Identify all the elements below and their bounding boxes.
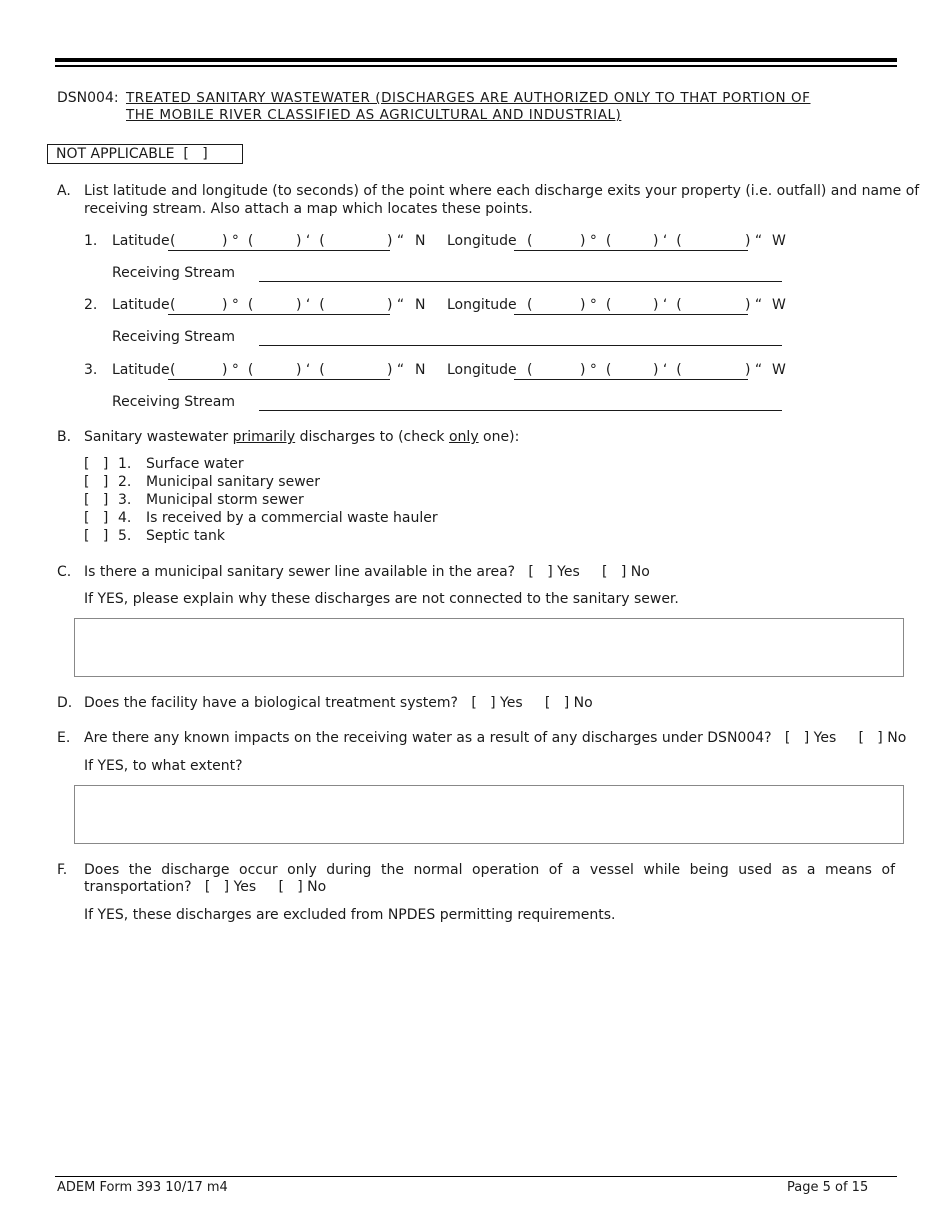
longitude-field[interactable]	[514, 362, 748, 380]
option-label: Surface water	[146, 456, 244, 472]
outfall-number: 1.	[84, 233, 98, 249]
option-label: Septic tank	[146, 528, 225, 544]
section-e-letter: E.	[57, 730, 71, 746]
lon-degrees-mark: ) ° (	[580, 297, 612, 313]
option-label: Municipal storm sewer	[146, 492, 304, 508]
lon-seconds-mark: ) “	[745, 297, 763, 313]
west-label: W	[772, 297, 786, 313]
lat-seconds-mark: ) “	[387, 297, 405, 313]
section-d-question: Does the facility have a biological treatment system? [ ] Yes [ ] No	[84, 695, 593, 711]
section-d-letter: D.	[57, 695, 73, 711]
receiving-stream-label: Receiving Stream	[112, 329, 235, 345]
footer-page-number: Page 5 of 15	[787, 1180, 869, 1195]
option-number: 1.	[118, 456, 132, 472]
footer-rule	[55, 1176, 897, 1177]
impact-extent-textarea[interactable]	[74, 785, 904, 844]
section-e-question: Are there any known impacts on the receiving water as a result of any discharges under DSN004? [ ] Yes [ ] No	[84, 730, 907, 746]
outfall-number: 2.	[84, 297, 98, 313]
latitude-field[interactable]	[168, 297, 390, 315]
west-label: W	[772, 233, 786, 249]
option-checkbox[interactable]: [ ]	[84, 474, 109, 490]
section-e-followup: If YES, to what extent?	[84, 758, 243, 774]
lon-open-paren: (	[527, 297, 533, 313]
section-b-letter: B.	[57, 429, 72, 445]
section-f-letter: F.	[57, 862, 68, 878]
section-a-text-line1: List latitude and longitude (to seconds) of the point where each discharge exits your property (i.e. outfall) and name of	[84, 183, 920, 199]
option-checkbox[interactable]: [ ]	[84, 492, 109, 508]
option-label: Municipal sanitary sewer	[146, 474, 321, 490]
top-rule-thin	[55, 65, 897, 67]
receiving-stream-field[interactable]	[259, 264, 782, 282]
footer-form-id: ADEM Form 393 10/17 m4	[57, 1180, 228, 1195]
section-title-line1: TREATED SANITARY WASTEWATER (DISCHARGES ARE AUTHORIZED ONLY TO THAT PORTION OF	[126, 90, 811, 106]
dsn-number: DSN004:	[57, 90, 119, 106]
lon-seconds-mark: ) “	[745, 233, 763, 249]
option-checkbox[interactable]: [ ]	[84, 510, 109, 526]
outfall-number: 3.	[84, 362, 98, 378]
section-f-followup: If YES, these discharges are excluded from NPDES permitting requirements.	[84, 907, 616, 923]
lat-degrees-mark: ) ° (	[222, 233, 254, 249]
lat-seconds-mark: ) “	[387, 233, 405, 249]
section-b-text: Sanitary wastewater primarily discharges to (check only one):	[84, 429, 520, 445]
north-label: N	[415, 362, 426, 378]
latitude-field[interactable]	[168, 233, 390, 251]
lon-minutes-mark: ) ‘ (	[653, 362, 682, 378]
top-rule-thick	[55, 58, 897, 62]
lat-minutes-mark: ) ‘ (	[296, 297, 325, 313]
north-label: N	[415, 233, 426, 249]
lon-open-paren: (	[527, 362, 533, 378]
section-c-followup: If YES, please explain why these discharges are not connected to the sanitary sewer.	[84, 591, 679, 607]
longitude-field[interactable]	[514, 233, 748, 251]
option-number: 2.	[118, 474, 132, 490]
lon-degrees-mark: ) ° (	[580, 362, 612, 378]
section-f-question-line1: Does the discharge occur only during the normal operation of a vessel while being used as a means of	[84, 862, 895, 878]
option-checkbox[interactable]: [ ]	[84, 528, 109, 544]
lon-minutes-mark: ) ‘ (	[653, 233, 682, 249]
receiving-stream-label: Receiving Stream	[112, 265, 235, 281]
lat-open-paren: (	[170, 297, 176, 313]
section-f-question-line2: transportation? [ ] Yes [ ] No	[84, 879, 327, 895]
lat-degrees-mark: ) ° (	[222, 297, 254, 313]
latitude-label: Latitude	[112, 362, 170, 378]
longitude-label: Longitude	[447, 362, 517, 378]
lat-open-paren: (	[170, 362, 176, 378]
section-c-question: Is there a municipal sanitary sewer line available in the area? [ ] Yes [ ] No	[84, 564, 650, 580]
latitude-label: Latitude	[112, 233, 170, 249]
lon-open-paren: (	[527, 233, 533, 249]
option-label: Is received by a commercial waste hauler	[146, 510, 438, 526]
latitude-field[interactable]	[168, 362, 390, 380]
section-a-letter: A.	[57, 183, 71, 199]
emphasis-primarily: primarily	[232, 429, 296, 445]
lon-degrees-mark: ) ° (	[580, 233, 612, 249]
latitude-label: Latitude	[112, 297, 170, 313]
option-number: 3.	[118, 492, 132, 508]
north-label: N	[415, 297, 426, 313]
receiving-stream-field[interactable]	[259, 328, 782, 346]
lat-minutes-mark: ) ‘ (	[296, 362, 325, 378]
longitude-field[interactable]	[514, 297, 748, 315]
lat-seconds-mark: ) “	[387, 362, 405, 378]
lon-minutes-mark: ) ‘ (	[653, 297, 682, 313]
option-checkbox[interactable]: [ ]	[84, 456, 109, 472]
lat-degrees-mark: ) ° (	[222, 362, 254, 378]
lat-open-paren: (	[170, 233, 176, 249]
not-applicable-label: NOT APPLICABLE [ ]	[56, 146, 208, 162]
section-c-letter: C.	[57, 564, 72, 580]
emphasis-only: only	[448, 429, 479, 445]
sewer-explanation-textarea[interactable]	[74, 618, 904, 677]
receiving-stream-label: Receiving Stream	[112, 394, 235, 410]
option-number: 5.	[118, 528, 132, 544]
section-a-text-line2: receiving stream. Also attach a map which locates these points.	[84, 201, 533, 217]
section-title-line2: THE MOBILE RIVER CLASSIFIED AS AGRICULTURAL AND INDUSTRIAL)	[126, 107, 622, 123]
lon-seconds-mark: ) “	[745, 362, 763, 378]
option-number: 4.	[118, 510, 132, 526]
lat-minutes-mark: ) ‘ (	[296, 233, 325, 249]
receiving-stream-field[interactable]	[259, 393, 782, 411]
longitude-label: Longitude	[447, 233, 517, 249]
not-applicable-checkbox[interactable]	[47, 144, 243, 164]
longitude-label: Longitude	[447, 297, 517, 313]
west-label: W	[772, 362, 786, 378]
